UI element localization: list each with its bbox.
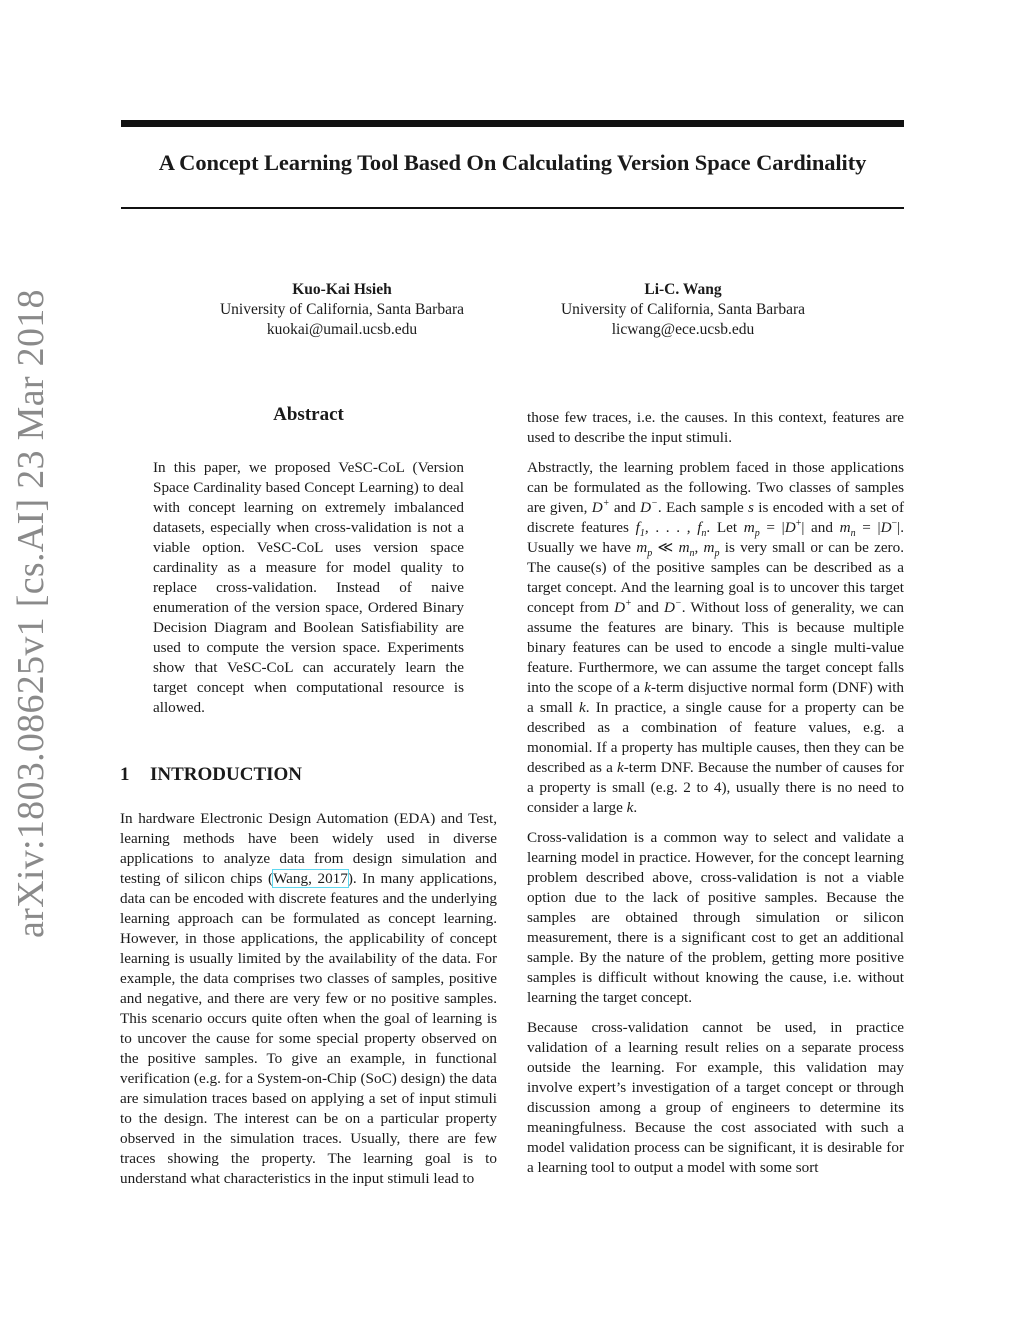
math-d-minus: D− — [640, 497, 658, 516]
paragraph-text: In hardware Electronic Design Automation (EDA) and Test, learning methods have been widely used in diverse applications to analyze data from design simulation and testing of silicon chips ( — [120, 810, 497, 887]
abstract-text: In this paper, we proposed VeSC-CoL (Version Space Cardinality based Concept Learning) to deal with concept learning on extremely imbalanced datasets, especially when cross-validation is not a viable option. VeSC-CoL uses version space cardinality as a measure for model quality to replace cross-validation. Instead of naive enumeration of the version space, Ordered Binary Decision Diagram and Boolean Satisfiability are used to compute the version space. Experiments show that VeSC-CoL can accurately learn the target concept when computational resource is allowed. — [153, 459, 464, 716]
title-rule-bottom — [121, 207, 904, 209]
abstract-heading: Abstract — [273, 404, 344, 425]
math-d-plus: D+ — [614, 597, 632, 616]
paragraph-text: -term disjuctive normal form (DNF) with a small — [527, 679, 905, 716]
author-affiliation: University of California, Santa Barbara — [219, 301, 465, 318]
math-d-plus: D+ — [591, 497, 610, 516]
citation-link[interactable]: Wang, 2017 — [273, 870, 348, 887]
paragraph-text: is very small or can be zero. The cause(s) of the positive samples can be described as a target concept. And the learning goal is to uncover this target concept from — [527, 539, 905, 616]
math-s: s — [748, 499, 754, 516]
section-number: 1 — [120, 764, 130, 785]
intro-paragraph — [120, 809, 497, 1189]
author-email: kuokai@umail.ucsb.edu — [266, 321, 418, 338]
paragraph-text: and — [609, 499, 641, 516]
author-block — [493, 280, 873, 340]
paragraph-text: -term DNF. Because the number of causes for a property is small (e.g. 2 to 4), usually there is no need to consider a large — [527, 759, 904, 816]
author-email: licwang@ece.ucsb.edu — [611, 321, 755, 338]
paragraph-text: Abstractly, the learning problem faced in those applications can be formulated as the following. Two classes of samples are given, — [527, 459, 904, 516]
left-column — [120, 809, 497, 1189]
author-name: Kuo-Kai Hsieh — [292, 281, 392, 298]
author-affiliation: University of California, Santa Barbara — [560, 301, 806, 318]
math-d-minus: D− — [664, 597, 682, 616]
math-k: k — [579, 699, 586, 716]
author-block — [152, 280, 532, 340]
paragraph-text: and — [631, 599, 665, 616]
intro-paragraph — [527, 458, 904, 818]
paragraph-text: is encoded with a set of discrete features — [527, 499, 905, 536]
section-title: INTRODUCTION — [150, 764, 303, 785]
intro-paragraph: Because cross-validation cannot be used, in practice validation of a learning result relies on a separate process outside the learning. For example, this validation may involve expert’s investigation of a target concept or through discussion among a group of engineers to determine its meaningfulness. Because the cost associated with such a model validation process can be significant, it is desirable for a learning tool to output a model with some sort — [527, 1019, 904, 1176]
section-heading — [120, 764, 500, 786]
paragraph-text: ). In many applications, data can be encoded with discrete features and the underlying learning approach can be formulated as concept learning. However, in those applications, the applicability of concept learning is usually limited by the availability of the data. For example, the data comprises two classes of samples, positive and negative, and there are very few or no positive samples. This scenario occurs quite often when the goal of learning is to uncover the cause for some special property observed on the positive samples. To give an example, in functional verification (e.g. for a System-on-Chip (SoC) design) the data are simulation traces based on applying a set of input stimuli to the design. The interest can be on a particular property observed in the simulation traces. Usually, there are few traces showing the property. The learning goal is to understand what characteristics in the input stimuli lead to — [120, 870, 498, 1187]
paragraph-text: . Usually we have — [527, 519, 905, 556]
paragraph-text: . Without loss of generality, we can assume the features are binary. This is because multiple binary features can be used to encode a single multi-value feature. Furthermore, we can assume the target concept falls into the scope of a — [527, 599, 904, 696]
paragraph-text: . — [633, 799, 638, 816]
arxiv-identifier-stamp: arXiv:1803.08625v1 [cs.AI] 23 Mar 2018 — [10, 289, 52, 938]
math-inequality: $m_p$ ≪ $m_n$, $m_p$ — [636, 539, 720, 560]
paragraph-text: and — [804, 519, 840, 536]
paragraph-text: . Each sample — [657, 499, 749, 516]
paper-title: A Concept Learning Tool Based On Calculating Version Space Cardinality — [158, 150, 867, 175]
paragraph-text: . Let — [706, 519, 744, 536]
title-rule-top — [121, 120, 904, 127]
math-k: k — [626, 799, 634, 816]
paragraph-text: . In practice, a single cause for a property can be described as a combination of feature values, e.g. a monomial. If a property has multiple causes, then they can be described as a — [527, 699, 904, 776]
math-k: k — [616, 759, 624, 776]
author-name: Li-C. Wang — [644, 281, 722, 298]
math-feature-set: $f_1$, . . . , $f_n$ — [635, 519, 707, 540]
intro-paragraph: Cross-validation is a common way to select and validate a learning model in practice. However, for the concept learning problem described above, cross-validation is not a viable option due to the lack of positive samples. Because the samples are obtained through simulation or silicon measurement, there is a significant cost to get an additional sample. By the nature of the problem, getting more positive samples is difficult without knowing the cause, i.e. without learning the target concept. — [527, 829, 904, 1006]
intro-paragraph: those few traces, i.e. the causes. In this context, features are used to describe the input stimuli. — [527, 409, 904, 446]
right-column — [527, 408, 904, 1178]
math-mp-def: $m_p = |D^+|$ — [743, 517, 805, 540]
math-k: k — [644, 679, 651, 696]
math-mn-def: $m_n = |D^-|$ — [839, 517, 901, 540]
